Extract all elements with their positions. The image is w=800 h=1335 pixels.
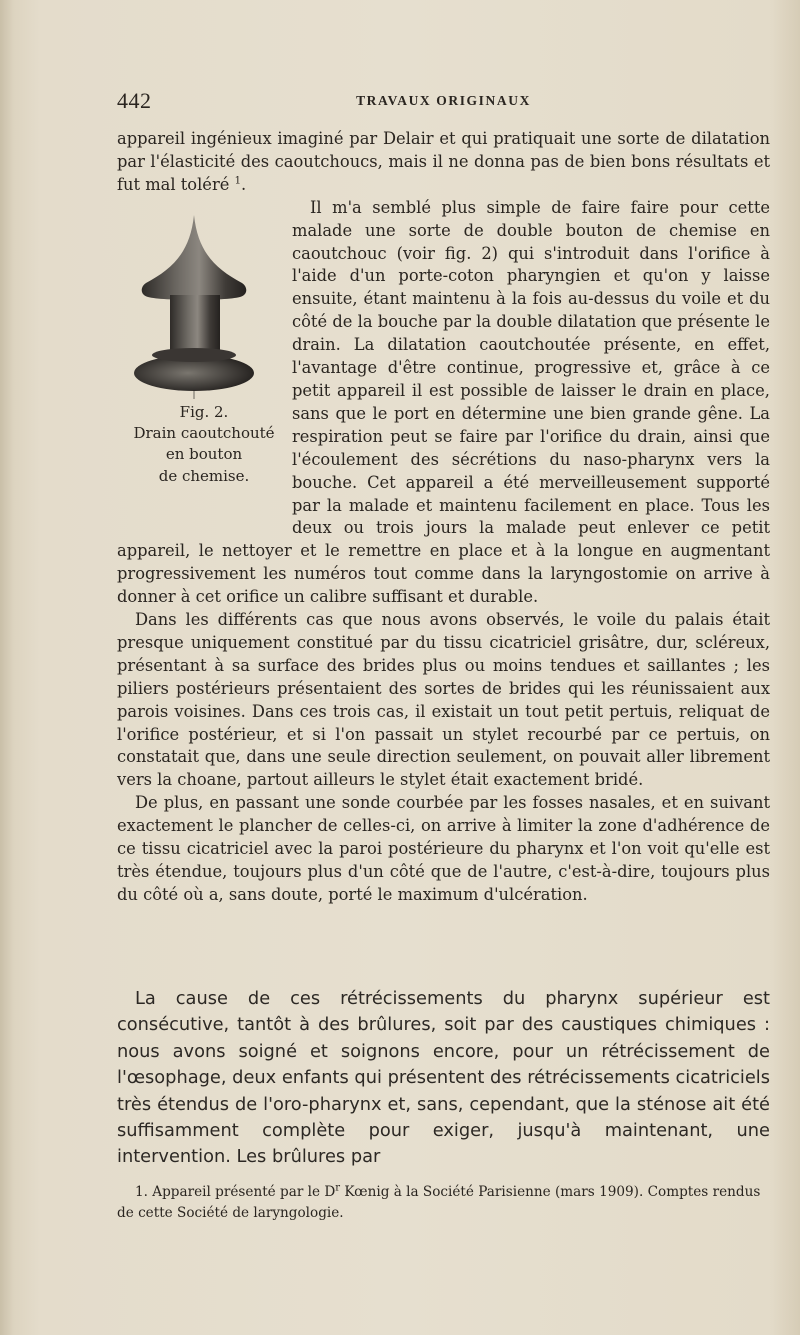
paragraph: De plus, en passant une sonde courbée par les fosses nasales, et en suivant exactement le plancher de celles-ci, on arrive à limiter la zone d'adhérence de ce tissu cicatriciel avec la paroi postérieure du pharynx et l'on voit qu'elle est très étendue, toujours plus d'un côté que de l'autre, c'est-à-dire, toujours plus du côté où a, sans doute, porté le maximum d'ulcération. <box>117 793 770 904</box>
caption-line: en bouton <box>165 445 243 464</box>
paragraph: Dans les différents cas que nous avons observés, le voile du palais était presque uniquement constitué par du tissu cicatriciel grisâtre, dur, scléreux, présentant à sa surface des brides plus ou moins tendues et saillantes ; les piliers postérieurs présentaient des sortes de brides qui les réunissaient aux parois voisines. Dans ces trois cas, il existait un tout petit pertuis, reliquat de l'orifice postérieur, et si l'on passait un stylet recourbé par ce pertuis, on constatait que, dans une seule direction seulement, on pouvait aller librement vers la choane, partout ailleurs le stylet était exactement bridé. <box>117 610 770 790</box>
body-text <box>117 128 770 907</box>
figure <box>108 197 282 523</box>
footnote-ref: 1 <box>234 175 241 187</box>
paragraph <box>117 197 770 609</box>
footnote-text: 1. Appareil présenté par le $D^r$ Kœnig à la Société Parisienne (mars 1909). Comptes rendus de cette Société de laryngologie. <box>117 1182 761 1221</box>
caption-line: Drain caoutchouté <box>133 423 275 442</box>
paragraph: La cause de ces rétrécissements du pharynx supérieur est consécutive, tantôt à des brûlures, soit par des caustiques chimiques : nous avons soigné et soignons encore, pour un rétrécissement de l'œsophage, deux enfants qui présentent des rétrécissements cicatriciels très étendus de l'oro-pharynx et, sans, cependant, que la sténose ait été suffisamment complète pour exiger, jusqu'à maintenant, une intervention. Les brûlures par <box>117 988 770 1168</box>
paragraph-text: Il m'a semblé plus simple de faire faire pour cette malade une sorte de double bouton de chemise en caoutchouc (voir fig. 2) qui s'introduit dans l'orifice à l'aide d'un porte-coton pharyngien et qu'on y laisse ensuite, étant maintenu à la fois au-dessus du voile et du côté de la bouche par la double dilatation que présente le drain. La dilatation caoutchoutée présente, en effet, l'avantage d'être continue, progressive et, grâce à ce petit appareil il est possible de laisser le drain en place, sans que le port en détermine une bien grande gêne. La respiration peut se faire par l'orifice du drain, ainsi que l'écoulement des sécrétions du naso-pharynx vers la bouche. Cet appareil a été merveilleusement supporté par la malade et maintenu facilement en place. Tous les deux ou trois jours la malade peut enlever ce petit appareil, le nettoyer et le remettre en place et à la longue en augmentant progressivement les numéros tout comme dans la laryngostomie on arrive à donner à cet orifice un calibre suffisant et durable. <box>117 197 770 607</box>
paragraph: appareil ingénieux imaginé par Delair et qui pratiquait une sorte de dilatation par l'élasticité des caoutchoucs, mais il ne donna pas de bien bons résultats et fut mal toléré $^1$. <box>117 129 770 194</box>
running-head: TRAVAUX ORIGINAUX <box>356 93 531 108</box>
continuation-text <box>117 986 770 1171</box>
page-header <box>117 88 770 114</box>
figure-number: Fig. 2. <box>179 402 229 421</box>
figure-caption <box>108 423 282 488</box>
paragraph-text: appareil ingénieux imaginé par Delair et qui pratiquait une sorte de dilatation par l'élasticité des caoutchoucs, mais il ne donna pas de bien bons résultats et fut mal toléré <box>117 129 770 194</box>
caption-line: de chemise. <box>158 466 250 485</box>
drain-illustration <box>124 203 264 399</box>
page-number: 442 <box>117 88 152 113</box>
footnote <box>117 1182 770 1224</box>
